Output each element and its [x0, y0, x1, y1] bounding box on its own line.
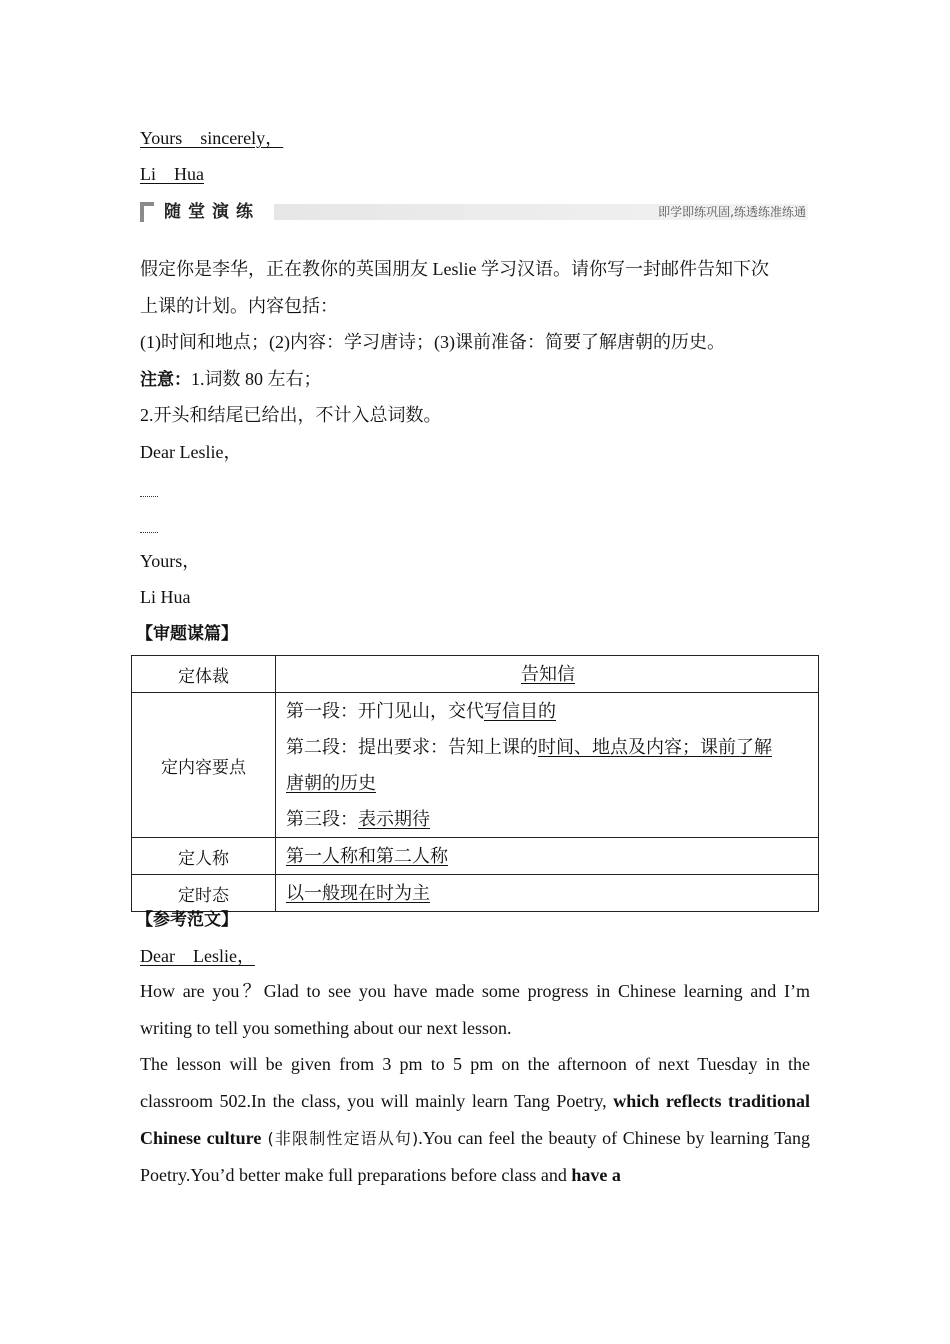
- task-note: [140, 368, 322, 391]
- closing-yours-sincerely: Yours sincerely，: [140, 128, 284, 148]
- table-row: [132, 838, 819, 875]
- task-sign-name: Li Hua: [140, 587, 191, 607]
- row-label: 定时态: [132, 875, 276, 912]
- row-label: 定内容要点: [132, 693, 276, 838]
- blank-writing-line: [140, 496, 158, 497]
- row-value: 以一般现在时为主: [276, 875, 819, 912]
- highlight-phrase: have a: [571, 1165, 621, 1185]
- task-note-2: 2.开头和结尾已给出，不计入总词数。: [140, 405, 442, 425]
- note-1: 1.词数 80 左右；: [191, 369, 322, 389]
- highlight-phrase: which reflects traditional Chinese culture: [140, 1091, 811, 1148]
- sample-heading: 【参考范文】: [136, 910, 238, 930]
- sample-greeting: Dear Leslie，: [140, 946, 255, 966]
- table-row: [132, 656, 819, 693]
- sample-paragraph-2: The lesson will be given from 3 pm to 5 pm on the afternoon of next Tuesday in the classroom 502.In the class, you will mainly learn Tang Poetry, which reflects traditional Chinese culture (非限制性定语从句).You can feel the beauty of Chinese by learning Tang Poetry.You’d better make full preparations before class and have a: [140, 1054, 811, 1185]
- row-label: 定人称: [132, 838, 276, 875]
- closing-signature: Li Hua: [140, 164, 204, 184]
- section-subtitle: 即学即练巩固,练透练准练通: [658, 205, 806, 219]
- task-sign-yours: Yours，: [140, 551, 201, 571]
- blank-writing-line: [140, 532, 158, 533]
- section-corner-icon: [140, 202, 154, 222]
- task-greeting: Dear Leslie，: [140, 442, 242, 462]
- task-intro-line1: 假定你是李华，正在教你的英国朋友 Leslie 学习汉语。请你写一封邮件告知下次: [140, 259, 769, 279]
- section-title: 随堂演练: [164, 202, 260, 222]
- content-paragraph-1: 第一段：开门见山，交代写信目的: [286, 701, 556, 721]
- note-label: 注意：: [140, 370, 191, 390]
- sample-paragraph-1: How are you？Glad to see you have made some progress in Chinese learning and I’m writing to tell you something about our next lesson.: [140, 981, 810, 1038]
- analysis-table: [131, 655, 819, 912]
- content-paragraph-3: 第三段：表示期待: [286, 809, 430, 829]
- row-content: [276, 693, 819, 838]
- row-value: 告知信: [276, 656, 819, 693]
- task-points: (1)时间和地点；(2)内容：学习唐诗；(3)课前准备：简要了解唐朝的历史。: [140, 332, 725, 352]
- section-header: [140, 200, 808, 224]
- row-label: 定体裁: [132, 656, 276, 693]
- table-row: [132, 875, 819, 912]
- content-paragraph-2: 第二段：提出要求：告知上课的时间、地点及内容；课前了解 唐朝的历史: [286, 737, 772, 793]
- table-row: [132, 693, 819, 838]
- task-intro-line2: 上课的计划。内容包括：: [140, 296, 338, 316]
- analysis-heading: 【审题谋篇】: [136, 624, 238, 644]
- grammar-note: (非限制性定语从句): [261, 1129, 419, 1148]
- row-value: 第一人称和第二人称: [276, 838, 819, 875]
